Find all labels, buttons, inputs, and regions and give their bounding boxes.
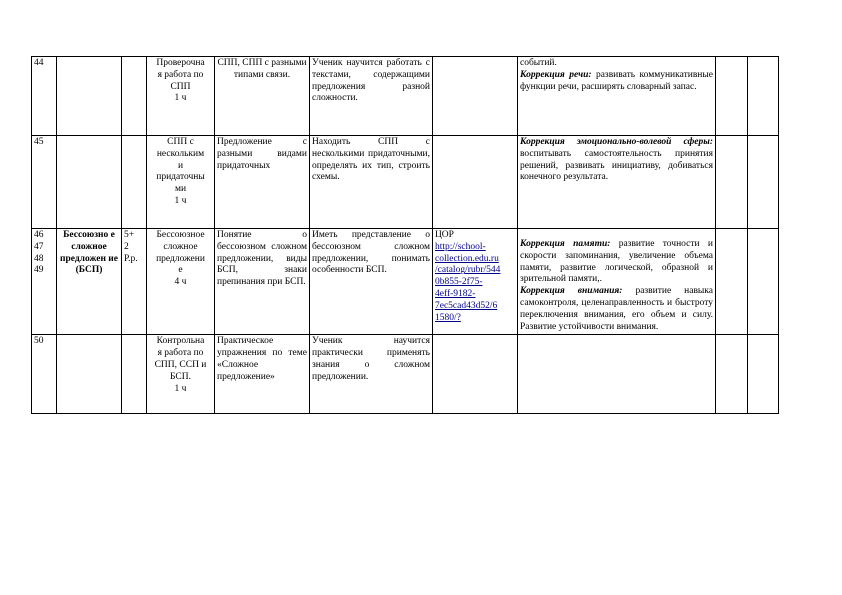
content-cell: СПП, СПП с разными типами связи. [215, 57, 310, 136]
lesson-title-line: СПП с [167, 137, 194, 147]
lesson-title-line: сложное [163, 241, 198, 252]
resources-label: ЦОР [435, 230, 454, 240]
topic-cell [57, 136, 122, 229]
correction-text: развитие точности и скорости запоминания, увеличение объема памяти, развитие логической, образной и зрительной памяти,. [520, 239, 713, 285]
lesson-title [147, 335, 215, 414]
lesson-title-line: предложени [156, 253, 205, 264]
correction-block [520, 286, 713, 333]
lesson-title-line: е [178, 265, 183, 276]
lesson-title-line: придаточны [156, 172, 205, 183]
content-cell: Предложение с разными видами придаточных [215, 136, 310, 229]
lesson-number-line: 47 [34, 241, 44, 252]
resources-cell [433, 229, 518, 335]
correction-block [520, 239, 713, 286]
resources-cell [433, 136, 518, 229]
hours-cell [122, 335, 147, 414]
table-row [32, 229, 779, 335]
correction-cell [518, 57, 716, 136]
skills-cell: Ученик научится работать с текстами, содержащими предложения разной сложности. [310, 57, 433, 136]
lesson-number-line: 49 [34, 265, 44, 276]
correction-text: развивать коммуникативные функции речи, расширять словарный запас. [520, 69, 713, 92]
extra-cell [748, 57, 779, 136]
lesson-title-line: СПП [170, 81, 191, 92]
skills-cell: Иметь представление о бессоюзном сложном предложении, понимать особенности БСП. [310, 229, 433, 335]
lesson-title [147, 229, 215, 335]
lesson-hours: 1 ч [174, 93, 187, 104]
lesson-number: 45 [32, 136, 57, 229]
lesson-hours: 1 ч [174, 383, 187, 394]
lesson-plan-table [31, 56, 779, 414]
extra-cell [716, 57, 748, 136]
topic-cell: Бессоюзно е сложное предложен ие (БСП) [57, 229, 122, 335]
lesson-title [147, 136, 215, 229]
hours-line: Р.р. [124, 253, 138, 264]
correction-cell [518, 136, 716, 229]
resource-link-line: 0b855-2f75- [435, 277, 483, 288]
table-row [32, 335, 779, 414]
lesson-number: 50 [32, 335, 57, 414]
resource-link-line: 7ec5cad43d52/6 [435, 300, 498, 311]
correction-cell [518, 229, 716, 335]
hours-cell [122, 136, 147, 229]
topic-cell [57, 57, 122, 136]
extra-cell [716, 136, 748, 229]
correction-text: воспитывать самостоятельность принятия решений, развивать инициативу, добиваться конечного результата. [520, 148, 713, 183]
lesson-title-line: я работа по [157, 69, 204, 80]
correction-label: Коррекция эмоционально-волевой сферы: [520, 137, 713, 147]
lesson-title-line: Проверочна [156, 58, 205, 68]
resources-cell [433, 335, 518, 414]
resource-link-line: 4eff-9182- [435, 288, 476, 299]
lesson-title-line: Бессоюзное [156, 230, 205, 240]
lesson-number-line: 46 [34, 230, 44, 240]
hours-line: 5+ [124, 230, 135, 240]
resource-link-line: collection.edu.ru [435, 253, 499, 264]
correction-text: развитие навыка самоконтроля, целенаправленность и быстроту переключения внимания, его объем и силу. Развитие устойчивости внимания. [520, 286, 713, 332]
extra-cell [748, 335, 779, 414]
correction-cell [518, 335, 716, 414]
lesson-title-line: я работа по [157, 348, 204, 359]
lesson-title-line: Контрольна [156, 336, 205, 347]
lesson-number-line: 48 [34, 253, 44, 264]
skills-cell: Ученик научится практически применять знания о сложном предложении. [310, 335, 433, 414]
hours-cell [122, 229, 147, 335]
content-cell: Практическое упражнения по теме «Сложное предложение» [215, 335, 310, 414]
correction-block [520, 70, 713, 94]
topic-cell [57, 335, 122, 414]
extra-cell [716, 229, 748, 335]
hours-cell [122, 57, 147, 136]
extra-cell [748, 229, 779, 335]
skills-cell: Находить СПП с несколькими придаточными, определять их тип, строить схемы. [310, 136, 433, 229]
resource-link-line: http://school- [435, 241, 486, 252]
spacer [520, 230, 713, 239]
table-row [32, 136, 779, 229]
lesson-title-line: СПП, ССП и [154, 359, 207, 370]
correction-label: Коррекция памяти: [520, 239, 611, 249]
resource-link-line: 1580/? [435, 312, 461, 323]
lesson-title-line: и [177, 160, 184, 171]
resources-cell [433, 57, 518, 136]
lesson-number: 44 [32, 57, 57, 136]
correction-label: Коррекция внимания: [520, 286, 623, 297]
correction-text: событий. [520, 58, 557, 68]
hours-line: 2 [124, 241, 129, 252]
correction-block [520, 137, 713, 184]
lesson-title-line: ми [174, 184, 187, 195]
lesson-title-line: БСП. [170, 371, 191, 382]
lesson-hours: 4 ч [174, 277, 187, 288]
content-cell: Понятие о бессоюзном сложном предложении, виды БСП, знаки препинания при БСП. [215, 229, 310, 335]
resource-link-line: /catalog/rubr/544 [435, 265, 501, 276]
resource-link[interactable] [435, 242, 500, 323]
lesson-title-line: нескольким [156, 148, 205, 159]
table-row [32, 57, 779, 136]
lesson-title [147, 57, 215, 136]
extra-cell [716, 335, 748, 414]
lesson-number [32, 229, 57, 335]
correction-label: Коррекция речи: [520, 69, 592, 80]
extra-cell [748, 136, 779, 229]
lesson-hours: 1 ч [174, 195, 187, 206]
